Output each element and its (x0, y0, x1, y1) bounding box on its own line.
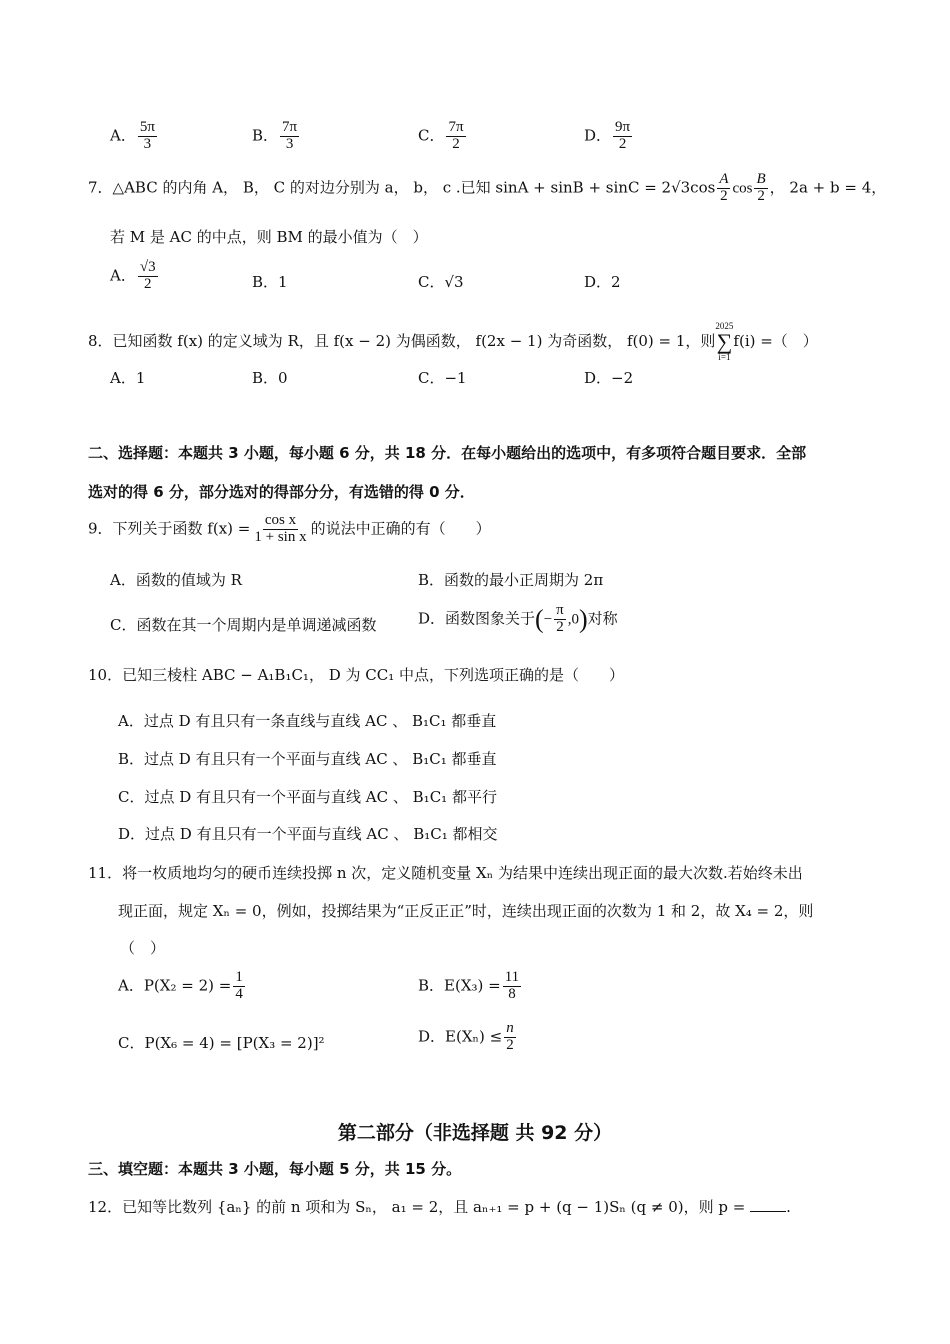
q8-stem (88, 322, 818, 362)
fraction (252, 513, 308, 546)
answer-blank (750, 1211, 786, 1212)
q11-option-d (418, 1021, 518, 1054)
option-label: D． (584, 126, 612, 145)
fraction (717, 172, 730, 205)
numerator: cos x (264, 512, 297, 528)
fraction (754, 172, 767, 205)
denominator: 2 (720, 187, 728, 204)
denominator: 2 (452, 135, 460, 152)
numerator: 11 (504, 969, 520, 985)
q11-line2: 现正面，规定 Xₙ = 0，例如，投掷结果为“正反正正”时，连续出现正面的次数为 1 和 2，故 X₄ = 2，则 (118, 902, 814, 920)
q9-stem (88, 513, 491, 546)
q6-option-a (110, 120, 159, 153)
denominator: 2 (618, 135, 627, 152)
q7-text: △ABC 的内角 A， B， C 的对边分别为 a， b， c .已知 sinA + sinB + sinC = 2√3cos (112, 178, 716, 197)
q9-text-tail: 的说法中正确的有（ ） (310, 519, 491, 538)
part-title: 第二部分（非选择题 共 92 分） (337, 1122, 613, 1144)
q10-option-a: A．过点 D 有且只有一条直线与直线 AC 、 B₁C₁ 都垂直 (118, 712, 497, 730)
q10-option-c: C．过点 D 有且只有一个平面与直线 AC 、 B₁C₁ 都平行 (118, 788, 497, 806)
q6-option-c (418, 120, 468, 153)
numerator: A (719, 171, 729, 187)
numerator: π (556, 602, 564, 618)
q10-option-d: D．过点 D 有且只有一个平面与直线 AC 、 B₁C₁ 都相交 (118, 825, 498, 843)
q12-tail: . (786, 1198, 791, 1216)
q7-text-tail: ， 2a + b = 4， (769, 178, 887, 197)
fraction (554, 603, 566, 636)
question-number: 7． (88, 178, 113, 197)
q9-d-tail: 对称 (587, 609, 618, 628)
q9-option-b: B．函数的最小正周期为 2π (418, 571, 604, 589)
q8-option-b: B．0 (252, 369, 288, 387)
q8-option-d: D．−2 (584, 369, 634, 387)
sum-lower: i=1 (718, 352, 731, 362)
numerator: 1 (235, 969, 243, 985)
fraction (138, 120, 157, 153)
q12-text: 12．已知等比数列 {aₙ} 的前 n 项和为 Sₙ， a₁ = 2，且 aₙ₊₁ = p + (q − 1)Sₙ (q ≠ 0)，则 p = (88, 1198, 746, 1216)
q6-option-b (252, 120, 301, 153)
numerator: 9π (615, 119, 631, 135)
fraction (446, 120, 465, 153)
section3-heading: 三、填空题：本题共 3 小题，每小题 5 分，共 15 分。 (88, 1160, 462, 1178)
q10-stem: 10．已知三棱柱 ABC − A₁B₁C₁， D 为 CC₁ 中点，下列选项正确的是（ ） (88, 666, 625, 684)
q8-option-a: A．1 (110, 369, 146, 387)
q7-option-d: D．2 (584, 273, 621, 291)
q11-b-text: B．E(X₃) = (418, 976, 501, 995)
fraction (504, 1021, 516, 1054)
q12-stem (88, 1196, 791, 1217)
q6-option-d (584, 120, 634, 153)
denominator: 8 (508, 985, 516, 1002)
sigma-symbol: 2025 ∑ i=1 (715, 321, 734, 362)
numerator: 5π (139, 119, 155, 135)
denominator: 2 (506, 1036, 514, 1053)
fraction (233, 970, 245, 1003)
q11-line3: （ ） (120, 939, 166, 957)
q7-option-b: B．1 (252, 273, 288, 291)
q8-option-c: C．−1 (418, 369, 467, 387)
q9-option-c: C．函数在其一个周期内是单调递减函数 (110, 616, 377, 634)
q11-option-a (118, 970, 247, 1003)
option-label: A． (110, 266, 136, 285)
denominator: 2 (143, 275, 152, 292)
sum-upper: 2025 (715, 321, 734, 331)
q9-option-a: A．函数的值域为 R (110, 571, 242, 589)
denominator: 3 (285, 135, 294, 152)
q7-option-c: C．√3 (418, 273, 464, 291)
denominator: 4 (235, 985, 243, 1002)
q9-text: 9．下列关于函数 f(x) = (88, 519, 251, 538)
q9-d-text: D．函数图象关于 (418, 609, 536, 628)
denominator: 3 (143, 135, 152, 152)
option-label: B． (252, 126, 279, 145)
q11-a-text: A．P(X₂ = 2) = (118, 976, 232, 995)
numerator: √3 (139, 259, 156, 275)
denominator: 1 + sin x (254, 528, 307, 545)
cos-text: cos (732, 180, 753, 197)
q7-line2: 若 M 是 AC 的中点，则 BM 的最小值为（ ） (110, 228, 428, 246)
numerator: n (506, 1020, 514, 1036)
q7-option-a (110, 260, 160, 293)
fraction (138, 260, 158, 293)
q11-option-c: C．P(X₆ = 4) = [P(X₃ = 2)]² (118, 1034, 325, 1052)
q11-d-text: D．E(Xₙ) ≤ (418, 1027, 503, 1046)
q8-text-tail: f(i) =（ ） (733, 332, 818, 350)
q8-text: 8．已知函数 f(x) 的定义域为 R，且 f(x − 2) 为偶函数， f(2x − 1) 为奇函数， f(0) = 1，则 (88, 332, 716, 350)
q9-option-d: D．函数图象关于(− $\frac{\pi}{2}$ ,0)对称 (418, 602, 618, 635)
fraction (613, 120, 632, 153)
numerator: B (756, 171, 766, 187)
denominator: 2 (757, 187, 765, 204)
denominator: 2 (556, 618, 564, 635)
q7-stem (88, 172, 886, 205)
fraction (503, 970, 521, 1003)
q10-option-b: B．过点 D 有且只有一个平面与直线 AC 、 B₁C₁ 都垂直 (118, 750, 497, 768)
numerator: 7π (282, 119, 298, 135)
option-label: C． (418, 126, 445, 145)
section-heading: 二、选择题：本题共 3 小题，每小题 6 分，共 18 分．在每小题给出的选项中，有多项符合题目要求．全部 (88, 444, 807, 462)
numerator: 7π (448, 119, 464, 135)
q11-stem: 11．将一枚质地均匀的硬币连续投掷 n 次，定义随机变量 Xₙ 为结果中连续出现正面的最大次数.若始终未出 (88, 864, 803, 882)
section-heading-line2: 选对的得 6 分，部分选对的得部分分，有选错的得 0 分． (88, 483, 475, 501)
q11-option-b (418, 970, 523, 1003)
option-label: A． (110, 126, 136, 145)
fraction (280, 120, 299, 153)
